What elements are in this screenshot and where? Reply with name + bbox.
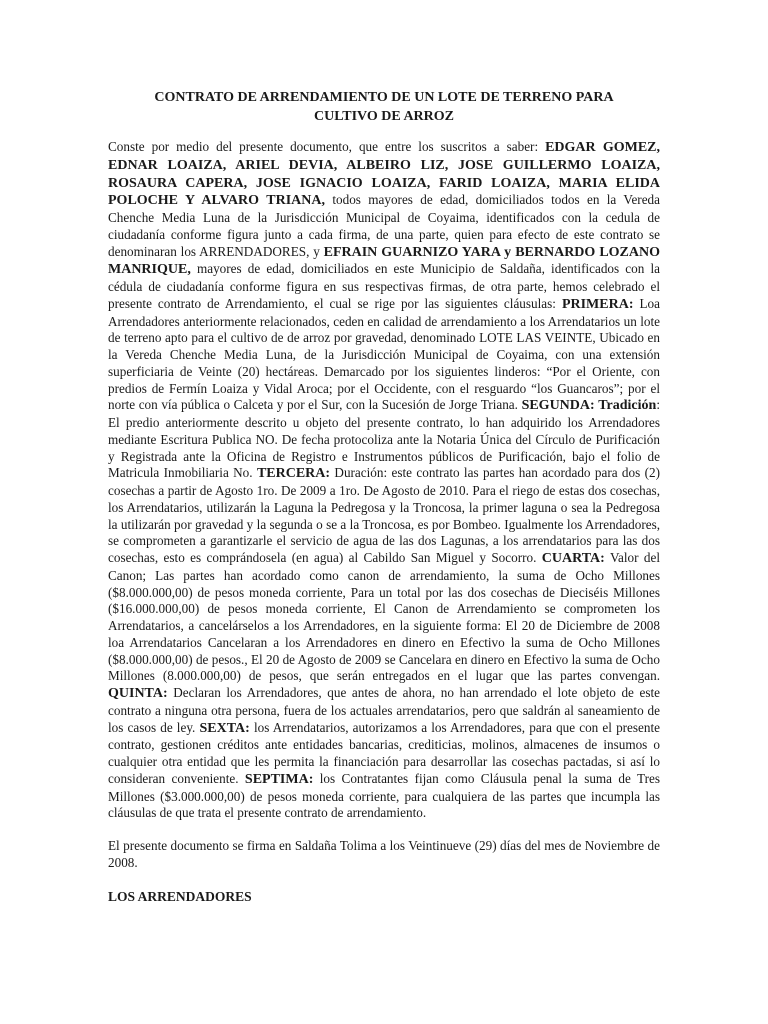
clause-sexta-label: SEXTA:	[199, 720, 250, 736]
clause-segunda-label: SEGUNDA: Tradición	[521, 398, 657, 414]
clause-sexta-text: los Arrendatarios, autorizamos a los Arrendadores, para que con el presente contrato, gestionen créditos ante entidades bancarias, crediticias, molinos, almacenes de insumos o cualquier otra entidad que les permita la financiación para desarrollar las cosechas pactadas, si así lo consideran conveniente.	[108, 719, 660, 786]
intro-text: Conste por medio del presente documento, que entre los suscritos a saber:	[108, 139, 546, 154]
title-line-1: CONTRATO DE ARRENDAMIENTO DE UN LOTE DE TERRENO PARA	[154, 90, 614, 105]
document-page	[108, 88, 660, 905]
clause-tercera-label: TERCERA:	[256, 466, 331, 482]
clause-segunda-text: : El predio anteriormente descrito u objeto del presente contrato, lo han adquirido los Arrendadores mediante Escritura Publica NO. De fecha protocoliza ante la Notaria Única del Círculo de Purificación y Registrada ante la Oficina de Registro e Instrumentos públicos de Purificación, bajo el folio de Matricula Inmobiliaria No.	[108, 397, 660, 481]
clause-primera-label: PRIMERA:	[561, 296, 634, 312]
lessor-names: EDGAR GOMEZ, EDNAR LOAIZA, ARIEL DEVIA, ALBEIRO LIZ, JOSE GUILLERMO LOAIZA, ROSAURA CAPERA, JOSE IGNACIO LOAIZA, FARID LOAIZA, MARIA ELIDA POLOCHE Y ALVARO TRIANA,	[108, 140, 660, 209]
clause-septima-text: los Contratantes fijan como Cláusula penal la suma de Tres Millones ($3.000.000,00) de pesos moneda corriente, para cualquiera de las partes que incumpla las cláusulas de que trata el presente contrato de arrendamiento.	[108, 770, 660, 821]
document-title	[108, 88, 660, 126]
clause-primera-text: Loa Arrendadores anteriormente relacionados, ceden en calidad de arrendamiento a los Arrendatarios un lote de terreno apto para el cultivo de de arroz por gravedad, denominado LOTE LAS VEINTE, Ubicado en la Vereda Chenche Media Luna, de la Jurisdicción Municipal de Coyaima, con una extensión superficiaria de Veinte (20) hectáreas. Demarcado por los siguientes linderos: “Por el Oriente, con predios de Fermín Loaiza y Vidal Aroca; por el Occidente, con el resguardo “los Guancaros”; por el norte con vía pública o Calceta y por el Sur, con la Sucesión de Jorge Triana.	[108, 295, 660, 413]
lessee-details: mayores de edad, domiciliados en este Municipio de Saldaña, identificados con la cédula de ciudadanía conforme figura en sus respectivas firmas, de otra parte, hemos celebrado el presente contrato de Arrendamiento, el cual se rige por las siguientes cláusulas:	[108, 261, 660, 311]
lessor-details: todos mayores de edad, domiciliados todos en la Vereda Chenche Media Luna de la Jurisdicción Municipal de Coyaima, identificados con la cedula de ciudadanía conforme figura junto a cada firma, de una parte, quien para efecto de este contrato se denominaran los ARRENDADORES, y	[108, 192, 660, 259]
lessee-names: EFRAIN GUARNIZO YARA y BERNARDO LOZANO MANRIQUE,	[108, 244, 660, 278]
signing-statement: El presente documento se firma en Saldaña Tolima a los Veintinueve (29) días del mes de Noviembre de 2008.	[108, 838, 660, 870]
title-line-2: CULTIVO DE ARROZ	[313, 109, 454, 124]
clause-septima-label: SEPTIMA:	[244, 771, 314, 787]
clause-quinta-text: Declaran los Arrendadores, que antes de ahora, no han arrendado el lote objeto de este contrato a ninguna otra persona, fuera de los actuales arrendatarios, pero que saldrán al saneamiento de los casos de ley.	[108, 685, 660, 735]
signers-heading: LOS ARRENDADORES	[108, 888, 252, 904]
clause-quinta-label: QUINTA:	[108, 686, 168, 701]
clause-cuarta-label: CUARTA:	[541, 551, 605, 566]
clause-tercera-text: Duración: este contrato las partes han acordado para dos (2) cosechas a partir de Agosto 1ro. De 2009 a 1ro. De Agosto de 2010. Para el riego de estas dos cosechas, los Arrendatarios, utilizarán la Laguna la Pedregosa y la Troncosa, la primer laguna o sea la Pedregosa la utilizarán por gravedad y la segunda o se a la Troncosa, es por Bombeo. Igualmente los Arrendadores, se comprometen a garantizarle el servicio de agua de las dos Lagunas, a los arrendatarios para las dos cosechas, esto es comprándosela (en agua) al Cabildo San Miguel y Socorro.	[108, 465, 660, 565]
contract-body	[108, 139, 660, 822]
clause-cuarta-text: Valor del Canon; Las partes han acordado como canon de arrendamiento, la suma de Ocho Millones ($8.000.000,00) de pesos moneda corriente, Para un total por las dos cosechas de Dieciséis Millones ($16.000.000,00) de pesos moneda corriente, El Canon de Arrendamiento se comprometen los Arrendatarios, a cancelárselos a los Arrendadores, en la siguiente forma: El 20 de Diciembre de 2008 loa Arrendatarios Cancelaran a los Arrendadores en dinero en Efectivo la suma de Ocho Millones ($8.000.000,00) de pesos., El 20 de Agosto de 2009 se Cancelara en dinero en Efectivo la suma de Ocho Millones (8.000.000,00) de pesos, que serán entregados en el lugar que las partes convengan.	[108, 550, 661, 684]
